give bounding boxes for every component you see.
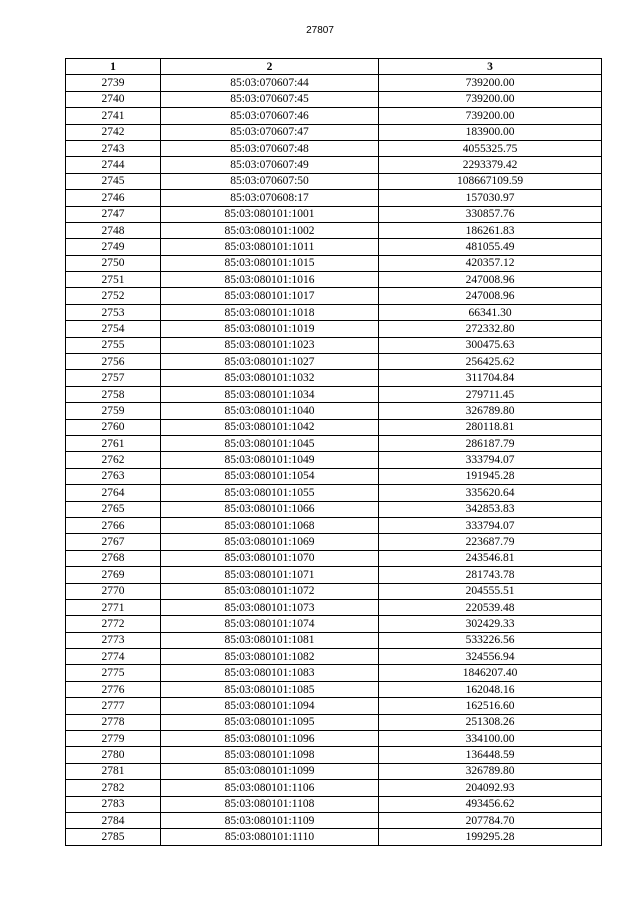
- cell-number: 2785: [66, 829, 161, 845]
- cell-value: 256425.62: [379, 354, 602, 370]
- table-row: [66, 403, 602, 419]
- cell-cadastral-id: 85:03:080101:1106: [161, 780, 379, 796]
- cell-cadastral-id: 85:03:080101:1074: [161, 616, 379, 632]
- cell-cadastral-id: 85:03:070607:50: [161, 173, 379, 189]
- cell-number: 2761: [66, 435, 161, 451]
- cell-number: 2762: [66, 452, 161, 468]
- cell-number: 2764: [66, 485, 161, 501]
- cell-number: 2759: [66, 403, 161, 419]
- table-row: [66, 452, 602, 468]
- cell-value: 183900.00: [379, 124, 602, 140]
- cell-cadastral-id: 85:03:080101:1099: [161, 763, 379, 779]
- cell-value: 324556.94: [379, 649, 602, 665]
- cell-cadastral-id: 85:03:080101:1094: [161, 698, 379, 714]
- table-row: [66, 501, 602, 517]
- cell-number: 2744: [66, 157, 161, 173]
- table-row: [66, 485, 602, 501]
- cell-number: 2774: [66, 649, 161, 665]
- cell-value: 333794.07: [379, 517, 602, 533]
- cell-number: 2748: [66, 222, 161, 238]
- cell-value: 66341.30: [379, 304, 602, 320]
- cell-value: 326789.80: [379, 403, 602, 419]
- cell-number: 2741: [66, 108, 161, 124]
- table-row: [66, 255, 602, 271]
- table-row: [66, 91, 602, 107]
- cell-cadastral-id: 85:03:080101:1034: [161, 386, 379, 402]
- table-row: [66, 517, 602, 533]
- cell-cadastral-id: 85:03:080101:1017: [161, 288, 379, 304]
- cell-value: 335620.64: [379, 485, 602, 501]
- table-row: [66, 780, 602, 796]
- cell-number: 2780: [66, 747, 161, 763]
- cell-cadastral-id: 85:03:070607:46: [161, 108, 379, 124]
- cell-number: 2751: [66, 272, 161, 288]
- cell-value: 333794.07: [379, 452, 602, 468]
- table-row: [66, 747, 602, 763]
- cell-number: 2778: [66, 714, 161, 730]
- table-row: [66, 665, 602, 681]
- cell-number: 2771: [66, 599, 161, 615]
- cell-cadastral-id: 85:03:080101:1016: [161, 272, 379, 288]
- page-number: 27807: [306, 25, 334, 36]
- cell-cadastral-id: 85:03:070608:17: [161, 190, 379, 206]
- cell-number: 2783: [66, 796, 161, 812]
- cell-value: 108667109.59: [379, 173, 602, 189]
- cell-cadastral-id: 85:03:080101:1042: [161, 419, 379, 435]
- cell-cadastral-id: 85:03:080101:1054: [161, 468, 379, 484]
- cell-value: 286187.79: [379, 435, 602, 451]
- cell-number: 2756: [66, 354, 161, 370]
- cell-number: 2781: [66, 763, 161, 779]
- cell-value: 342853.83: [379, 501, 602, 517]
- table-body: [66, 75, 602, 845]
- cell-value: 2293379.42: [379, 157, 602, 173]
- cell-cadastral-id: 85:03:080101:1083: [161, 665, 379, 681]
- cell-cadastral-id: 85:03:080101:1015: [161, 255, 379, 271]
- table-row: [66, 386, 602, 402]
- table-row: [66, 649, 602, 665]
- cell-value: 162048.16: [379, 681, 602, 697]
- cell-cadastral-id: 85:03:070607:45: [161, 91, 379, 107]
- column-header-cadastral-id: 2: [161, 59, 379, 75]
- cell-cadastral-id: 85:03:080101:1011: [161, 239, 379, 255]
- cell-number: 2758: [66, 386, 161, 402]
- table-row: [66, 698, 602, 714]
- cell-cadastral-id: 85:03:080101:1068: [161, 517, 379, 533]
- table-row: [66, 173, 602, 189]
- table-row: [66, 550, 602, 566]
- cell-cadastral-id: 85:03:080101:1070: [161, 550, 379, 566]
- table-row: [66, 222, 602, 238]
- table-row: [66, 321, 602, 337]
- cell-cadastral-id: 85:03:080101:1032: [161, 370, 379, 386]
- cell-cadastral-id: 85:03:080101:1023: [161, 337, 379, 353]
- cell-value: 207784.70: [379, 812, 602, 828]
- cell-number: 2769: [66, 567, 161, 583]
- cell-cadastral-id: 85:03:070607:47: [161, 124, 379, 140]
- cell-value: 281743.78: [379, 567, 602, 583]
- cell-value: 272332.80: [379, 321, 602, 337]
- cell-cadastral-id: 85:03:080101:1095: [161, 714, 379, 730]
- cell-cadastral-id: 85:03:080101:1040: [161, 403, 379, 419]
- cell-cadastral-id: 85:03:070607:49: [161, 157, 379, 173]
- table-row: [66, 599, 602, 615]
- cell-number: 2754: [66, 321, 161, 337]
- cell-value: 136448.59: [379, 747, 602, 763]
- cell-value: 302429.33: [379, 616, 602, 632]
- cell-cadastral-id: 85:03:080101:1110: [161, 829, 379, 845]
- cell-number: 2753: [66, 304, 161, 320]
- cell-number: 2745: [66, 173, 161, 189]
- table-row: [66, 567, 602, 583]
- cell-number: 2740: [66, 91, 161, 107]
- cell-value: 279711.45: [379, 386, 602, 402]
- cell-number: 2763: [66, 468, 161, 484]
- cell-value: 330857.76: [379, 206, 602, 222]
- table-row: [66, 632, 602, 648]
- cell-number: 2743: [66, 140, 161, 156]
- cell-value: 481055.49: [379, 239, 602, 255]
- table-row: [66, 435, 602, 451]
- table-row: [66, 239, 602, 255]
- cell-value: 300475.63: [379, 337, 602, 353]
- cell-number: 2742: [66, 124, 161, 140]
- table-row: [66, 681, 602, 697]
- table-row: [66, 616, 602, 632]
- cell-cadastral-id: 85:03:080101:1049: [161, 452, 379, 468]
- cell-number: 2765: [66, 501, 161, 517]
- cell-number: 2773: [66, 632, 161, 648]
- cell-value: 420357.12: [379, 255, 602, 271]
- cell-number: 2776: [66, 681, 161, 697]
- cell-number: 2739: [66, 75, 161, 91]
- table-row: [66, 419, 602, 435]
- cell-number: 2770: [66, 583, 161, 599]
- cell-cadastral-id: 85:03:080101:1019: [161, 321, 379, 337]
- cell-number: 2784: [66, 812, 161, 828]
- table-row: [66, 534, 602, 550]
- cell-cadastral-id: 85:03:080101:1096: [161, 731, 379, 747]
- table-row: [66, 304, 602, 320]
- cell-value: 493456.62: [379, 796, 602, 812]
- table-row: [66, 583, 602, 599]
- cell-cadastral-id: 85:03:080101:1081: [161, 632, 379, 648]
- cell-cadastral-id: 85:03:080101:1002: [161, 222, 379, 238]
- cell-value: 326789.80: [379, 763, 602, 779]
- cell-value: 4055325.75: [379, 140, 602, 156]
- table-row: [66, 714, 602, 730]
- cell-value: 247008.96: [379, 288, 602, 304]
- table-row: [66, 272, 602, 288]
- cell-value: 157030.97: [379, 190, 602, 206]
- table-header-row: [66, 59, 602, 75]
- cell-number: 2755: [66, 337, 161, 353]
- table-row: [66, 796, 602, 812]
- cell-value: 191945.28: [379, 468, 602, 484]
- cell-value: 220539.48: [379, 599, 602, 615]
- cell-cadastral-id: 85:03:070607:48: [161, 140, 379, 156]
- cell-value: 186261.83: [379, 222, 602, 238]
- cell-cadastral-id: 85:03:070607:44: [161, 75, 379, 91]
- cell-cadastral-id: 85:03:080101:1108: [161, 796, 379, 812]
- table-row: [66, 468, 602, 484]
- table-row: [66, 108, 602, 124]
- table-row: [66, 157, 602, 173]
- registry-table: [65, 58, 602, 846]
- cell-number: 2782: [66, 780, 161, 796]
- cell-cadastral-id: 85:03:080101:1001: [161, 206, 379, 222]
- cell-number: 2747: [66, 206, 161, 222]
- cell-cadastral-id: 85:03:080101:1018: [161, 304, 379, 320]
- cell-value: 162516.60: [379, 698, 602, 714]
- table-row: [66, 288, 602, 304]
- table-row: [66, 124, 602, 140]
- cell-cadastral-id: 85:03:080101:1072: [161, 583, 379, 599]
- cell-number: 2757: [66, 370, 161, 386]
- cell-cadastral-id: 85:03:080101:1071: [161, 567, 379, 583]
- column-header-value: 3: [379, 59, 602, 75]
- cell-value: 739200.00: [379, 108, 602, 124]
- table-row: [66, 206, 602, 222]
- cell-value: 334100.00: [379, 731, 602, 747]
- cell-value: 204092.93: [379, 780, 602, 796]
- cell-number: 2772: [66, 616, 161, 632]
- table-row: [66, 190, 602, 206]
- cell-number: 2777: [66, 698, 161, 714]
- cell-cadastral-id: 85:03:080101:1073: [161, 599, 379, 615]
- cell-value: 199295.28: [379, 829, 602, 845]
- cell-number: 2749: [66, 239, 161, 255]
- cell-cadastral-id: 85:03:080101:1098: [161, 747, 379, 763]
- table-row: [66, 75, 602, 91]
- cell-number: 2752: [66, 288, 161, 304]
- table-row: [66, 140, 602, 156]
- cell-value: 739200.00: [379, 91, 602, 107]
- cell-cadastral-id: 85:03:080101:1082: [161, 649, 379, 665]
- cell-number: 2775: [66, 665, 161, 681]
- table-row: [66, 829, 602, 845]
- cell-cadastral-id: 85:03:080101:1045: [161, 435, 379, 451]
- cell-value: 223687.79: [379, 534, 602, 550]
- cell-value: 311704.84: [379, 370, 602, 386]
- cell-cadastral-id: 85:03:080101:1069: [161, 534, 379, 550]
- table-row: [66, 354, 602, 370]
- cell-cadastral-id: 85:03:080101:1085: [161, 681, 379, 697]
- cell-value: 280118.81: [379, 419, 602, 435]
- cell-cadastral-id: 85:03:080101:1066: [161, 501, 379, 517]
- cell-number: 2746: [66, 190, 161, 206]
- cell-value: 204555.51: [379, 583, 602, 599]
- cell-value: 251308.26: [379, 714, 602, 730]
- cell-cadastral-id: 85:03:080101:1055: [161, 485, 379, 501]
- cell-value: 1846207.40: [379, 665, 602, 681]
- cell-number: 2750: [66, 255, 161, 271]
- cell-number: 2766: [66, 517, 161, 533]
- table-row: [66, 812, 602, 828]
- cell-number: 2768: [66, 550, 161, 566]
- cell-value: 243546.81: [379, 550, 602, 566]
- cell-number: 2760: [66, 419, 161, 435]
- table-row: [66, 731, 602, 747]
- column-header-number: 1: [66, 59, 161, 75]
- cell-number: 2779: [66, 731, 161, 747]
- cell-cadastral-id: 85:03:080101:1027: [161, 354, 379, 370]
- table-row: [66, 337, 602, 353]
- table-row: [66, 763, 602, 779]
- cell-number: 2767: [66, 534, 161, 550]
- cell-cadastral-id: 85:03:080101:1109: [161, 812, 379, 828]
- cell-value: 247008.96: [379, 272, 602, 288]
- cell-value: 739200.00: [379, 75, 602, 91]
- cell-value: 533226.56: [379, 632, 602, 648]
- table-row: [66, 370, 602, 386]
